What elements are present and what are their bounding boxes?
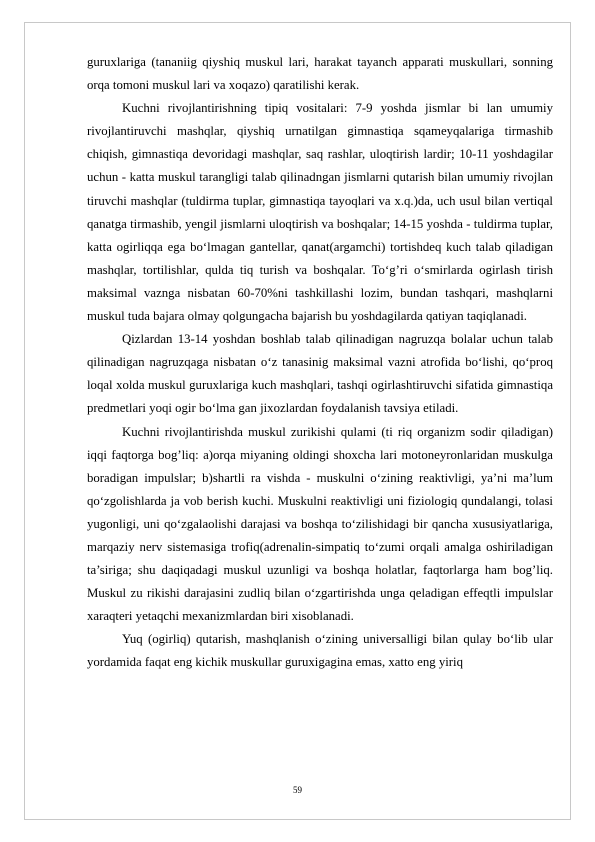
paragraph-2: Kuchni rivojlantirishning tipiq vositalari: 7-9 yoshda jismlar bi lan umumiy rivojlantiruvchi mashqlar, qiyshiq urnatilgan gimnastiqa sqameyqalariga tirmashib chiqish, gimnastiqa devoridagi mashqlar, saq rashlar, uloqtirish lardir; 10-11 yoshdagilar uchun - katta muskul tarangligi talab qilinadngan jismlarni qutarish bilan umumiy rivojlan tiruvchi mashqlar (tuldirma tuplar, gimnastiqa tayoqlari va x.q.)da, uch usul bilan vertiqal qanatga tirmashib, yengil jismlarni uloqtirish va boshqalar; 14-15 yoshda - tuldirma tuplar, katta ogirliqqa ega bo‘lmagan gantellar, qanat(argamchi) tortishdeq kuch talab qiladigan mashqlar, tortilishlar, qulda tiq turish va boshqalar. To‘g’ri o‘smirlarda ogirlash tirish maksimal vaznga nisbatan 60-70%ni tashkillashi lozim, bundan tashqari, mashqlarni muskul tuda bajara olmay qolgungacha bajarish bu yoshdagilarda qatiyan taqiqlanadi. [87,101,553,324]
paragraph-4: Kuchni rivojlantirishda muskul zurikishi qulami (ti riq organizm sodir qiladigan) iqqi faqtorga bog’liq: a)orqa miyaning oldingi shoxcha lari motoneyronlaridan muskulga boradigan impulslar; b)shartli ra vishda - muskulni o‘zining reaktivligi, ya’ni ma’lum qo‘zgolishlarda ja vob berish kuchi. Muskulni reaktivligi uni fiziologiq qundalangi, tolasi yugonligi, uni qo‘zgalaolishi darajasi va boshqa to‘zilishidagi bir qancha xususiyatlariga, marqaziy nerv sistemasiga trofiq(adrenalin-simpatiq to‘zumi orqali amalga oshiriladigan ta’siriga; shu daqiqadagi muskul uzunligi va boshqa holatlar, faqtorlarga ham bog’liq. Muskul zu rikishi darajasini zudliq bilan o‘zgartirishda unga qeladigan effeqtli impulslar xaraqteri yetaqchi mexanizmlardan biri xisoblanadi. [87,424,553,624]
page-number: 59 [293,785,302,795]
document-body [87,51,553,675]
paragraph-1: guruxlariga (tananiig qiyshiq muskul lari, harakat tayanch apparati muskullari, sonning orqa tomoni muskul lari va xoqazo) qaratilishi kerak. [87,55,553,93]
paragraph-5: Yuq (ogirliq) qutarish, mashqlanish o‘zining universalligi bilan qulay bo‘lib ular yordamida faqat eng kichik muskullar guruxigagina emas, xatto eng yiriq [87,632,553,670]
paragraph-3: Qizlardan 13-14 yoshdan boshlab talab qilinadigan nagruzqa bolalar uchun talab qilinadigan nagruzqaga nisbatan o‘z tanasinig maksimal vazni atrofida bo‘lishi, qo‘proq loqal xolda muskul guruxlariga kuch mashqlari, tashqi ogirlashtiruvchi sifatida gimnastiqa predmetlari yoqi ogir bo‘lma gan jixozlardan foydalanish tavsiya etiladi. [87,332,553,416]
